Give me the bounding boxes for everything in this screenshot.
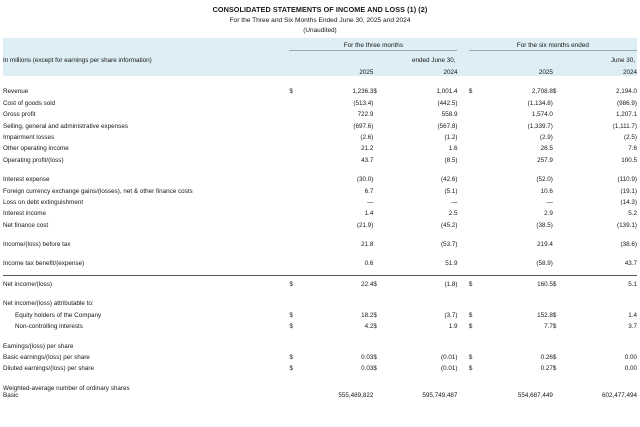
group-header-six-months <box>469 38 637 51</box>
spacer-cell <box>457 130 468 141</box>
spacer-cell <box>457 307 468 318</box>
cell-h1-2025: 219.4 <box>537 241 553 249</box>
row-label: Basic earnings/(loss) per share <box>3 354 90 362</box>
currency-symbol: $ <box>373 354 377 362</box>
cur-blank <box>469 392 483 401</box>
row-label: Foreign currency exchange gains/(losses), net & other finance costs <box>3 187 193 195</box>
cell-q2-2025: 22.4 <box>303 275 373 288</box>
spacer-cell-3 <box>457 64 468 76</box>
cell-h1-2025: 160.5 <box>482 275 552 288</box>
cell-h1-2024: (2.5) <box>624 133 637 141</box>
row-label: Cost of goods sold <box>3 99 56 107</box>
currency-symbol: $ <box>552 311 557 319</box>
table-row <box>3 206 637 217</box>
cur-blank <box>289 195 303 206</box>
table-row <box>3 392 637 401</box>
cell-h1-2025: 1,574.0 <box>531 111 553 119</box>
empty-cells <box>289 296 637 307</box>
cell-q2-2024: (442.5) <box>437 99 458 107</box>
row-label: Net finance cost <box>3 221 49 229</box>
cur-blank <box>553 256 567 267</box>
unaudited-note: (Unaudited) <box>303 27 337 34</box>
currency-symbol: $ <box>373 365 377 373</box>
cur-blank <box>373 237 387 248</box>
cell-q2-2025: 21.8 <box>361 241 374 249</box>
currency-symbol: $ <box>289 354 293 362</box>
cur-blank <box>469 195 483 206</box>
currency-symbol: $ <box>552 354 557 362</box>
document-header <box>0 0 640 34</box>
cell-q2-2024: (45.2) <box>441 221 458 229</box>
cell-h1-2025: 7.7 <box>544 323 553 331</box>
cur-blank <box>373 256 387 267</box>
spacer-cell <box>457 256 468 267</box>
cell-h1-2025: (2.9) <box>539 133 553 141</box>
page-subtitle: For the Three and Six Months Ended June 30, 2025 and 2024 <box>229 17 411 24</box>
spacer-cell <box>457 95 468 106</box>
row-label: Income tax benefit/(expense) <box>3 260 85 268</box>
currency-symbol: $ <box>468 88 473 96</box>
cell-h1-2025: 152.8 <box>537 311 553 319</box>
cell-q2-2024: 1.6 <box>448 145 458 153</box>
cell-q2-2024: 51.9 <box>445 260 458 268</box>
cur-blank <box>469 256 483 267</box>
row-label: Gross profit <box>3 111 36 119</box>
income-statement-table <box>3 38 637 401</box>
cur-blank <box>289 141 303 152</box>
cell-q2-2024: (5.1) <box>444 187 458 195</box>
spacer-cell <box>457 141 468 152</box>
row-label: Other operating income <box>3 145 69 153</box>
spacer-row-2 <box>3 229 637 237</box>
cur-blank <box>373 141 387 152</box>
table-row <box>3 256 637 267</box>
cur-blank <box>289 237 303 248</box>
group-header-three-months-label: For the three months <box>289 42 457 51</box>
cell-q2-2024: 1.9 <box>448 323 458 331</box>
cur-spacer-h1-2025 <box>469 64 483 76</box>
table-row <box>3 130 637 141</box>
cur-blank <box>469 118 483 129</box>
cell-h1-2024: 100.5 <box>621 156 637 164</box>
cell-q2-2025: 722.9 <box>357 111 374 119</box>
cur-blank <box>469 152 483 163</box>
currency-symbol: $ <box>552 88 557 96</box>
table-row-total <box>3 275 637 288</box>
cell-q2-2025: 43.7 <box>361 156 374 164</box>
cur-blank <box>469 172 483 183</box>
cur-blank <box>553 118 567 129</box>
currency-symbol: $ <box>373 311 377 319</box>
group-header-three-months-line2: ended June 30, <box>289 51 457 64</box>
spacer-row-6 <box>3 330 637 338</box>
row-label-text: Basic <box>3 391 19 399</box>
table-group-header-row <box>3 38 637 51</box>
cur-blank <box>289 130 303 141</box>
cur-blank <box>469 237 483 248</box>
spacer-cell <box>457 217 468 228</box>
cur-blank <box>469 141 483 152</box>
currency-symbol: $ <box>468 354 473 362</box>
cell-h1-2025: 2.9 <box>544 210 553 218</box>
spacer-row-4 <box>3 267 637 275</box>
cell-h1-2024: (986.9) <box>617 99 637 107</box>
group-header-six-months-label: For the six months ended <box>469 42 637 51</box>
cur-blank <box>373 107 387 118</box>
cell-h1-2025: (52.0) <box>536 176 553 184</box>
cell-h1-2025-text: 554,687,449 <box>517 391 553 399</box>
cell-q2-2024: (1.8) <box>387 275 457 288</box>
spacer-cell <box>457 38 468 51</box>
cell-h1-2025 <box>482 392 552 401</box>
table-row-subtotal <box>3 237 637 248</box>
cell-q2-2025: 1,236.3 <box>352 88 374 96</box>
cell-h1-2024: (14.3) <box>620 198 637 206</box>
spacer-row-7 <box>3 372 637 380</box>
cur-blank <box>553 237 567 248</box>
row-label: Weighted-average number of ordinary shares <box>3 384 130 392</box>
currency-symbol: $ <box>553 275 567 288</box>
cell-h1-2024: 1,207.1 <box>615 111 637 119</box>
cur-blank <box>373 130 387 141</box>
cur-blank <box>553 183 567 194</box>
cell-q2-2024: (8.5) <box>444 156 458 164</box>
cell-q2-2025: 4.2 <box>364 323 374 331</box>
cur-blank <box>469 217 483 228</box>
page-title: CONSOLIDATED STATEMENTS OF INCOME AND LOSS (1) (2) <box>212 5 428 14</box>
currency-symbol: $ <box>289 311 293 319</box>
cur-blank <box>553 172 567 183</box>
cell-q2-2025: (2.6) <box>360 133 374 141</box>
cell-q2-2025: 0.03 <box>361 365 374 373</box>
table-row <box>3 141 637 152</box>
table-row <box>3 195 637 206</box>
cur-blank <box>553 195 567 206</box>
row-label: Interest expense <box>3 176 50 184</box>
cell-h1-2025: (1,134.8) <box>527 99 553 107</box>
row-label: Selling, general and administrative expenses <box>3 122 128 130</box>
cell-q2-2025: (513.4) <box>353 99 374 107</box>
table-units-row <box>3 51 637 64</box>
cur-blank <box>289 183 303 194</box>
currency-symbol: $ <box>289 88 293 96</box>
cur-blank <box>373 118 387 129</box>
cell-q2-2025: 18.2 <box>361 311 374 319</box>
table-row <box>3 319 637 330</box>
row-label: Earnings/(loss) per share <box>3 342 74 350</box>
spacer-cell <box>457 172 468 183</box>
currency-symbol: $ <box>373 275 387 288</box>
cell-q2-2024: (0.01) <box>441 354 458 362</box>
cell-h1-2024: (110.9) <box>617 176 637 184</box>
cell-q2-2024: (53.7) <box>441 241 458 249</box>
cell-q2-2025: — <box>367 198 374 206</box>
empty-cells <box>289 380 637 391</box>
cell-h1-2024: 0.00 <box>624 365 637 373</box>
cell-h1-2025: 257.9 <box>537 156 553 164</box>
spacer-cell <box>457 183 468 194</box>
cell-q2-2024: 2.5 <box>448 210 458 218</box>
cur-spacer-q2-2024 <box>373 64 387 76</box>
cell-q2-2024: 558.9 <box>441 111 458 119</box>
cell-q2-2025: (697.6) <box>353 122 374 130</box>
cell-h1-2025: — <box>546 198 553 206</box>
currency-symbol: $ <box>552 323 557 331</box>
cell-h1-2024: 5.2 <box>628 210 637 218</box>
table-row <box>3 118 637 129</box>
spacer-row-top <box>3 76 637 84</box>
currency-symbol: $ <box>552 365 557 373</box>
cell-q2-2024 <box>387 392 457 401</box>
cell-h1-2025: 10.6 <box>540 187 553 195</box>
table-row <box>3 84 637 95</box>
cur-blank <box>553 130 567 141</box>
spacer-cell <box>457 350 468 361</box>
currency-symbol: $ <box>468 311 473 319</box>
cur-blank <box>553 95 567 106</box>
table-row <box>3 307 637 318</box>
spacer-row-3 <box>3 248 637 256</box>
cur-spacer-h1-2024 <box>553 64 567 76</box>
cell-q2-2024-text: 595,749,487 <box>422 391 458 399</box>
spacer-cell <box>457 152 468 163</box>
row-label: Loss on debt extinguishment <box>3 198 84 206</box>
cell-h1-2024: 3.7 <box>628 323 637 331</box>
cur-blank <box>373 172 387 183</box>
cell-q2-2025: 6.7 <box>364 187 374 195</box>
cur-blank <box>289 118 303 129</box>
currency-symbol: $ <box>469 275 483 288</box>
column-header-h1-2025: 2025 <box>482 64 552 76</box>
cur-blank <box>289 172 303 183</box>
cur-blank <box>373 392 387 401</box>
row-label: Equity holders of the Company <box>15 311 102 319</box>
currency-symbol: $ <box>373 88 377 96</box>
cur-blank <box>553 141 567 152</box>
cell-h1-2025: (1,339.7) <box>527 122 553 130</box>
spacer-row-5 <box>3 288 637 296</box>
cell-h1-2025: 2,708.8 <box>531 88 553 96</box>
cell-h1-2024: (19.1) <box>620 187 637 195</box>
spacer-row-1 <box>3 164 637 172</box>
spacer-cell <box>457 319 468 330</box>
spacer-cell <box>457 84 468 95</box>
cell-q2-2024: (0.01) <box>441 365 458 373</box>
group-header-six-months-line2: June 30, <box>469 51 637 64</box>
cur-spacer-q2-2025 <box>289 64 303 76</box>
cell-q2-2024: (1.2) <box>444 133 458 141</box>
cur-blank <box>289 217 303 228</box>
empty-cell <box>3 38 289 51</box>
table-row <box>3 95 637 106</box>
row-label: Interest income <box>3 210 47 218</box>
spacer-cell <box>457 195 468 206</box>
cell-h1-2024: 7.6 <box>628 145 637 153</box>
cur-blank <box>289 95 303 106</box>
cur-blank <box>553 392 567 401</box>
cell-q2-2024: (42.6) <box>441 176 458 184</box>
cur-blank <box>469 130 483 141</box>
cell-q2-2025: 21.2 <box>361 145 374 153</box>
cell-q2-2024: (3.7) <box>444 311 458 319</box>
cell-h1-2024-text: 602,477,494 <box>601 391 637 399</box>
empty-cell-years <box>3 64 289 76</box>
cell-h1-2024 <box>567 392 638 401</box>
units-label: In millions (except for earnings per share information) <box>3 51 289 64</box>
table-year-row <box>3 64 637 76</box>
cur-blank <box>553 152 567 163</box>
cur-blank <box>469 206 483 217</box>
spacer-cell <box>457 275 468 288</box>
spacer-cell <box>457 118 468 129</box>
cell-q2-2024: — <box>451 198 458 206</box>
cur-blank <box>373 183 387 194</box>
cur-blank <box>373 195 387 206</box>
table-row <box>3 183 637 194</box>
row-label: Diluted earnings/(loss) per share <box>3 365 94 373</box>
cur-blank <box>289 256 303 267</box>
table-row <box>3 361 637 372</box>
currency-symbol: $ <box>289 365 293 373</box>
column-header-h1-2024: 2024 <box>567 64 638 76</box>
cell-h1-2024: (139.1) <box>617 221 637 229</box>
row-label: Non-controlling interests <box>15 323 83 331</box>
group-header-three-months <box>289 38 457 51</box>
currency-symbol: $ <box>289 275 303 288</box>
row-label: Impairment losses <box>3 133 55 141</box>
cell-q2-2025: 0.6 <box>364 260 374 268</box>
cell-h1-2024: 0.00 <box>624 354 637 362</box>
currency-symbol: $ <box>468 323 473 331</box>
cur-blank <box>289 152 303 163</box>
spacer-cell <box>457 107 468 118</box>
table-row <box>3 172 637 183</box>
row-label: Operating profit/(loss) <box>3 156 64 164</box>
cur-blank <box>373 217 387 228</box>
cell-q2-2025 <box>303 392 373 401</box>
table-row-subtotal <box>3 217 637 228</box>
table-section-label-row <box>3 296 637 307</box>
cell-q2-2025: 1.4 <box>364 210 374 218</box>
cell-h1-2024: (1,111.7) <box>612 122 637 130</box>
cur-blank <box>553 206 567 217</box>
cur-blank <box>373 152 387 163</box>
cell-h1-2024: 1.4 <box>628 311 637 319</box>
cell-q2-2024: (567.8) <box>437 122 458 130</box>
cell-q2-2024: 1,001.4 <box>436 88 458 96</box>
spacer-cell <box>457 237 468 248</box>
cell-q2-2025: (21.9) <box>356 221 374 229</box>
cell-h1-2025: 0.27 <box>540 365 553 373</box>
cell-q2-2025: 0.03 <box>361 354 374 362</box>
cur-blank <box>289 107 303 118</box>
currency-symbol: $ <box>468 365 473 373</box>
cur-blank <box>373 95 387 106</box>
cur-blank <box>289 206 303 217</box>
table-row <box>3 350 637 361</box>
spacer-cell <box>457 392 468 401</box>
spacer-cell <box>457 206 468 217</box>
table-section-label-row <box>3 380 637 391</box>
cur-blank <box>469 95 483 106</box>
spacer-cell-2 <box>457 51 468 64</box>
cur-blank <box>553 217 567 228</box>
cell-h1-2024: 2,194.0 <box>615 88 637 96</box>
row-label: Net income/(loss) <box>3 275 289 288</box>
cur-blank <box>553 107 567 118</box>
currency-symbol: $ <box>373 323 377 331</box>
row-label <box>3 392 289 401</box>
cur-blank <box>469 183 483 194</box>
row-label: Revenue <box>3 88 29 96</box>
column-header-q2-2025: 2025 <box>303 64 373 76</box>
cell-h1-2024: 5.1 <box>567 275 638 288</box>
cell-h1-2024: 43.7 <box>624 260 637 268</box>
cell-q2-2025: (30.0) <box>356 176 374 184</box>
table-row <box>3 107 637 118</box>
currency-symbol: $ <box>289 323 293 331</box>
cell-h1-2025: 26.5 <box>540 145 553 153</box>
cell-q2-2025-text: 555,489,822 <box>338 391 374 399</box>
empty-cells <box>289 338 637 349</box>
column-header-q2-2024: 2024 <box>387 64 457 76</box>
table-section-label-row <box>3 338 637 349</box>
row-label: Income/(loss) before tax <box>3 241 71 249</box>
cell-h1-2025: (38.5) <box>536 221 553 229</box>
cur-blank <box>469 107 483 118</box>
cell-h1-2024: (38.6) <box>620 241 637 249</box>
cur-blank <box>289 392 303 401</box>
cell-h1-2025: (58.9) <box>536 260 553 268</box>
spacer-cell <box>457 361 468 372</box>
table-row-subtotal <box>3 152 637 163</box>
cur-blank <box>373 206 387 217</box>
row-label: Net income/(loss) attributable to: <box>3 300 94 308</box>
cell-h1-2025: 0.26 <box>540 354 553 362</box>
